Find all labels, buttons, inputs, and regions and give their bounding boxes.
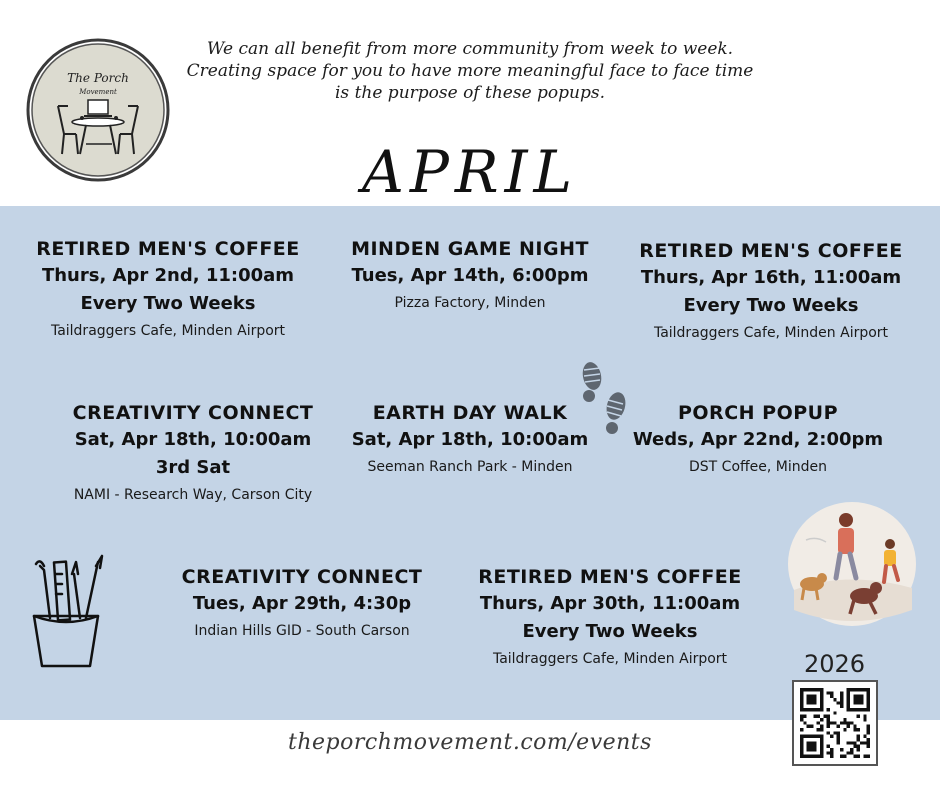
event-location: Pizza Factory, Minden bbox=[394, 295, 546, 311]
event-title: CREATIVITY CONNECT bbox=[72, 402, 314, 424]
month-heading bbox=[355, 138, 585, 204]
event-title: RETIRED MEN'S COFFEE bbox=[478, 566, 742, 588]
event-title: MINDEN GAME NIGHT bbox=[351, 238, 589, 260]
month-text: APRIL bbox=[361, 138, 579, 204]
art-supplies-cup-icon bbox=[26, 554, 110, 672]
event-date: Sat, Apr 18th, 10:00am bbox=[351, 429, 589, 450]
event-date: Thurs, Apr 16th, 11:00am bbox=[640, 267, 902, 288]
event-card bbox=[40, 400, 346, 508]
event-location: Taildraggers Cafe, Minden Airport bbox=[653, 325, 889, 341]
event-date: Tues, Apr 29th, 4:30p bbox=[192, 593, 412, 614]
event-date: Tues, Apr 14th, 6:00pm bbox=[351, 265, 589, 286]
event-card bbox=[626, 238, 916, 346]
porch-logo bbox=[24, 36, 172, 184]
tagline-line-2: Creating space for you to have more meaningful face to face time bbox=[186, 61, 754, 81]
logo-line-2: Movement bbox=[79, 88, 117, 96]
event-frequency: Every Two Weeks bbox=[683, 295, 859, 316]
event-frequency: Every Two Weeks bbox=[80, 293, 256, 314]
event-title: EARTH DAY WALK bbox=[372, 402, 568, 424]
website-url[interactable]: theporchmovement.com/events bbox=[288, 730, 652, 755]
footprints-icon bbox=[576, 356, 632, 442]
event-location: DST Coffee, Minden bbox=[689, 459, 827, 475]
tagline-line-1: We can all benefit from more community from week to week. bbox=[206, 39, 734, 59]
family-walking-dogs-illustration bbox=[786, 500, 918, 628]
event-location: Seeman Ranch Park - Minden bbox=[367, 459, 573, 475]
event-location: Indian Hills GID - South Carson bbox=[194, 623, 410, 639]
event-title: RETIRED MEN'S COFFEE bbox=[36, 238, 300, 260]
event-card bbox=[466, 564, 754, 672]
event-title: RETIRED MEN'S COFFEE bbox=[639, 240, 903, 262]
event-location: Taildraggers Cafe, Minden Airport bbox=[492, 651, 728, 667]
tagline bbox=[170, 38, 770, 104]
event-title: PORCH POPUP bbox=[677, 402, 839, 424]
event-date: Thurs, Apr 2nd, 11:00am bbox=[41, 265, 295, 286]
event-location: NAMI - Research Way, Carson City bbox=[73, 487, 313, 503]
event-card bbox=[168, 564, 436, 644]
event-card bbox=[330, 236, 610, 316]
event-date: Weds, Apr 22nd, 2:00pm bbox=[632, 429, 884, 450]
event-date: Sat, Apr 18th, 10:00am bbox=[74, 429, 312, 450]
logo-line-1: The Porch bbox=[67, 71, 129, 85]
event-location: Taildraggers Cafe, Minden Airport bbox=[50, 323, 286, 339]
event-frequency: 3rd Sat bbox=[155, 457, 231, 478]
event-card bbox=[620, 400, 896, 480]
event-title: CREATIVITY CONNECT bbox=[181, 566, 423, 588]
tagline-line-3: is the purpose of these popups. bbox=[335, 83, 605, 103]
event-frequency: Every Two Weeks bbox=[522, 621, 698, 642]
event-card bbox=[345, 400, 595, 480]
year-label: 2026 bbox=[804, 650, 866, 678]
event-card bbox=[18, 236, 318, 344]
event-date: Thurs, Apr 30th, 11:00am bbox=[479, 593, 741, 614]
